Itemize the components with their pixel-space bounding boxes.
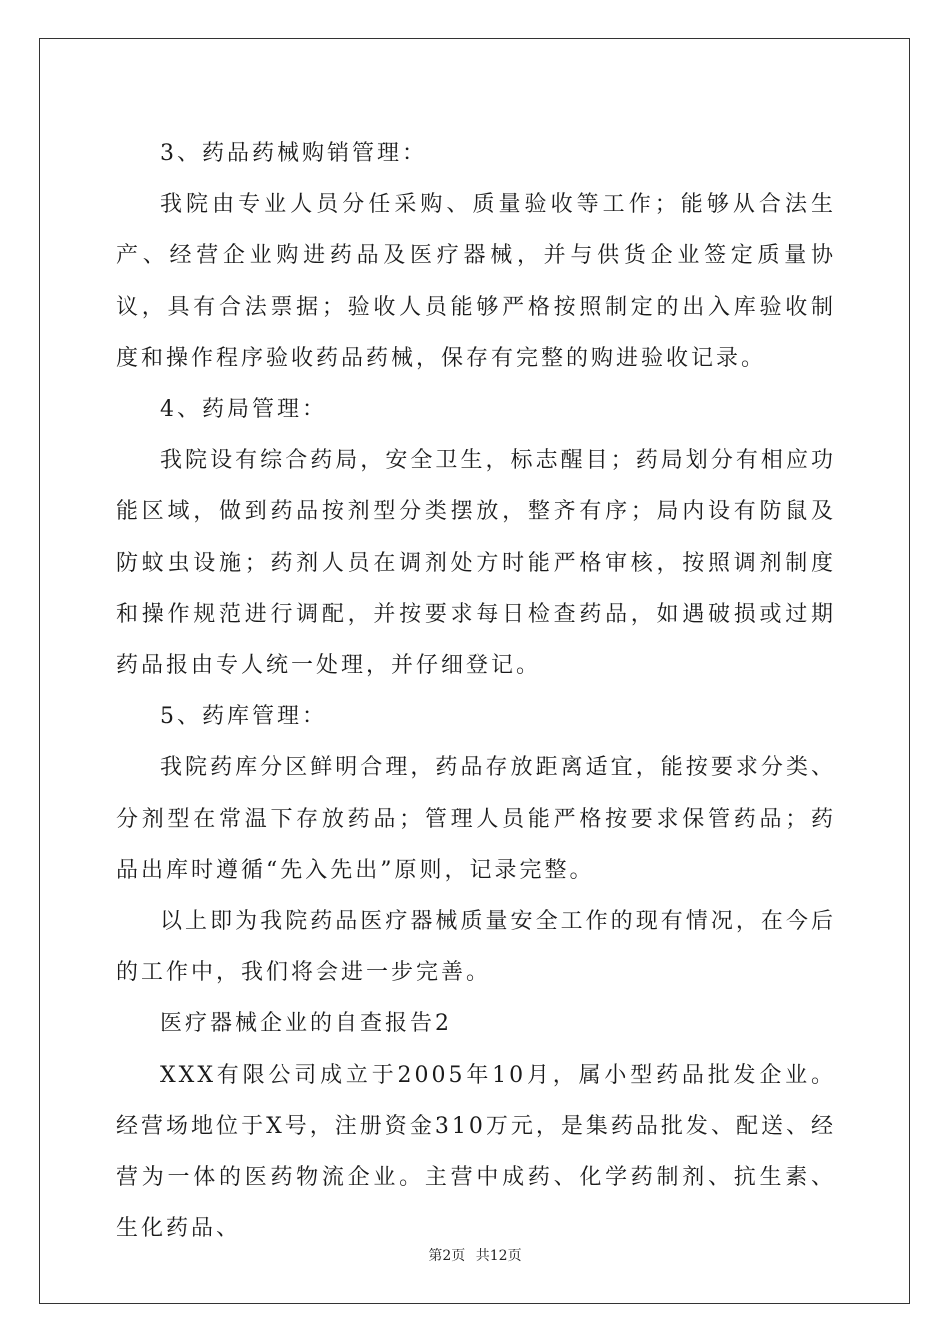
section-title: 医疗器械企业的自查报告2 [160,1011,452,1037]
paragraph-heading-4: 4、药局管理： [160,397,327,423]
paragraph: 我院由专业人员分任采购、质量验收等工作；能够从合法生产、经营企业购进药品及医疗器械，并与供货企业签定质量协议，具有合法票据；验收人员能够严格按照制定的出入库验收制度和操作程序验收药品药械，保存有完整的购进验收记录。 [116,192,836,371]
document-body [116,128,836,1254]
paragraph: 我院设有综合药局，安全卫生，标志醒目；药局划分有相应功能区域，做到药品按剂型分类摆放，整齐有序；局内设有防鼠及防蚊虫设施；药剂人员在调剂处方时能严格审核，按照调剂制度和操作规范进行调配，并按要求每日检查药品，如遇破损或过期药品报由专人统一处理，并仔细登记。 [116,448,836,679]
page-number: 第2页 [428,1248,466,1264]
page-total: 共12页 [475,1248,522,1264]
paragraph-heading-5: 5、药库管理： [160,704,327,730]
paragraph: 以上即为我院药品医疗器械质量安全工作的现有情况，在今后的工作中，我们将会进一步完善。 [116,909,836,986]
paragraph: XXX有限公司成立于2005年10月，属小型药品批发企业。经营场地位于X号，注册资金310万元，是集药品批发、配送、经营为一体的医药物流企业。主营中成药、化学药制剂、抗生素、生化药品、 [116,1062,836,1242]
page-footer [0,1245,950,1265]
paragraph: 我院药库分区鲜明合理，药品存放距离适宜，能按要求分类、分剂型在常温下存放药品；管理人员能严格按要求保管药品；药品出库时遵循“先入先出”原则，记录完整。 [116,755,836,883]
paragraph-heading-3: 3、药品药械购销管理： [160,141,427,166]
